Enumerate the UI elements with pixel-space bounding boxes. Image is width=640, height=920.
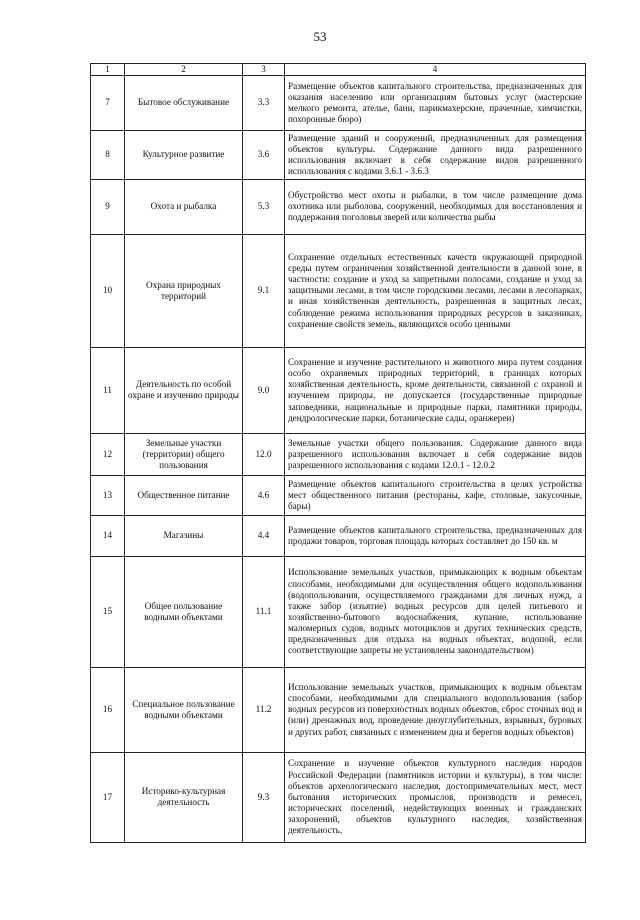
land-use-name: Деятельность по особой охране и изучению природы	[125, 347, 243, 433]
land-use-name: Земельные участки (территории) общего пользования	[125, 433, 243, 475]
table-row	[91, 179, 586, 234]
column-header: 2	[125, 64, 243, 76]
land-use-name: Общее пользование водными объектами	[125, 556, 243, 667]
table-row	[91, 130, 586, 179]
table-row	[91, 475, 586, 515]
land-use-description: Использование земельных участков, примыкающих к водным объектам способами, необходимыми для осуществления общего водопользования (водопользования, осуществляемого гражданами для личных нужд, а также забор (изъятие) водных ресурсов для целей питьевого и хозяйственно-бытового водоснабжения, купание, использование маломерных судов, водных мотоциклов и других технических средств, предназначенных для отдыха на водных объектах, водопой, если соответствующие запреты не установлены законодательством)	[285, 556, 586, 667]
table-row	[91, 75, 586, 130]
page-number: 53	[313, 29, 327, 44]
land-use-table	[90, 63, 586, 843]
land-use-code: 3.3	[243, 75, 285, 130]
row-number: 10	[91, 234, 125, 347]
row-number: 16	[91, 667, 125, 752]
land-use-description: Сохранение и изучение объектов культурного наследия народов Российской Федерации (памятников истории и культуры), в том числе: объектов археологического наследия, достопримечательных мест, мест бытования исторических промыслов, производств и ремесел, исторических поселений, недействующих военных и гражданских захоронений, объектов культурного наследия, хозяйственная деятельность,	[285, 752, 586, 842]
table-row	[91, 667, 586, 752]
land-use-code: 9.3	[243, 752, 285, 842]
land-use-name: Охота и рыбалка	[125, 179, 243, 234]
land-use-name: Историко-культурная деятельность	[125, 752, 243, 842]
land-use-description: Размещение объектов капитального строительства в целях устройства мест общественного питания (рестораны, кафе, столовые, закусочные, бары)	[285, 475, 586, 515]
land-use-code: 11.1	[243, 556, 285, 667]
land-use-code: 12.0	[243, 433, 285, 475]
land-use-description: Сохранение отдельных естественных качеств окружающей природной среды путем ограничения хозяйственной деятельности в данной зоне, в частности: создание и уход за запретными полосами, создание и уход за защитными лесами, в том числе городскими лесами, лесами в лесопарках, и иная хозяйственная деятельность, разрешенная в защитных лесах, соблюдение режима использования природных ресурсов в заказниках, сохранение свойств земель, являющихся особо ценными	[285, 234, 586, 347]
table-row	[91, 556, 586, 667]
table-row	[91, 234, 586, 347]
land-use-description: Использование земельных участков, примыкающих к водным объектам способами, необходимыми для специального водопользования (забор водных ресурсов из поверхностных водных объектов, сброс сточных вод и (или) дренажных вод, проведение дноуглубительных, взрывных, буровых и других работ, связанных с изменением дна и берегов водных объектов)	[285, 667, 586, 752]
row-number: 14	[91, 515, 125, 556]
row-number: 11	[91, 347, 125, 433]
row-number: 13	[91, 475, 125, 515]
land-use-code: 9.0	[243, 347, 285, 433]
table-row	[91, 433, 586, 475]
land-use-description: Размещение зданий и сооружений, предназначенных для размещения объектов культуры. Содержание данного вида разрешенного использования включает в себя содержание видов разрешенного использования с кодами 3.6.1 - 3.6.3	[285, 130, 586, 179]
land-use-code: 4.6	[243, 475, 285, 515]
land-use-name: Охрана природных территорий	[125, 234, 243, 347]
table-row	[91, 347, 586, 433]
land-use-name: Специальное пользование водными объектами	[125, 667, 243, 752]
row-number: 12	[91, 433, 125, 475]
row-number: 7	[91, 75, 125, 130]
land-use-name: Бытовое обслуживание	[125, 75, 243, 130]
row-number: 9	[91, 179, 125, 234]
land-use-code: 4.4	[243, 515, 285, 556]
land-use-name: Общественное питание	[125, 475, 243, 515]
land-use-code: 9.1	[243, 234, 285, 347]
land-use-description: Размещение объектов капитального строительства, предназначенных для оказания населению или организациям бытовых услуг (мастерские мелкого ремонта, ателье, бани, парикмахерские, прачечные, химчистки, похоронные бюро)	[285, 75, 586, 130]
land-use-code: 3.6	[243, 130, 285, 179]
column-header: 3	[243, 64, 285, 76]
land-use-description: Земельные участки общего пользования. Содержание данного вида разрешенного использования включает в себя содержание видов разрешенного использования с кодами 12.0.1 - 12.0.2	[285, 433, 586, 475]
table-row	[91, 515, 586, 556]
land-use-name: Магазины	[125, 515, 243, 556]
land-use-description: Размещение объектов капитального строительства, предназначенных для продажи товаров, торговая площадь которых составляет до 150 кв. м	[285, 515, 586, 556]
land-use-description: Сохранение и изучение растительного и животного мира путем создания особо охраняемых природных территорий, в границах которых хозяйственная деятельность, кроме деятельности, связанной с охраной и изучением природы, не допускается (государственные природные заповедники, национальные и природные парки, памятники природы, дендрологические парки, ботанические сады, оранжереи)	[285, 347, 586, 433]
land-use-name: Культурное развитие	[125, 130, 243, 179]
land-use-code: 11.2	[243, 667, 285, 752]
row-number: 8	[91, 130, 125, 179]
land-use-description: Обустройство мест охоты и рыбалки, в том числе размещение дома охотника или рыболова, сооружений, необходимых для восстановления и поддержания поголовья зверей или количества рыбы	[285, 179, 586, 234]
column-header: 4	[285, 64, 586, 76]
table-row	[91, 752, 586, 842]
land-use-code: 5.3	[243, 179, 285, 234]
table-header-row	[91, 64, 586, 76]
row-number: 17	[91, 752, 125, 842]
column-header: 1	[91, 64, 125, 76]
row-number: 15	[91, 556, 125, 667]
